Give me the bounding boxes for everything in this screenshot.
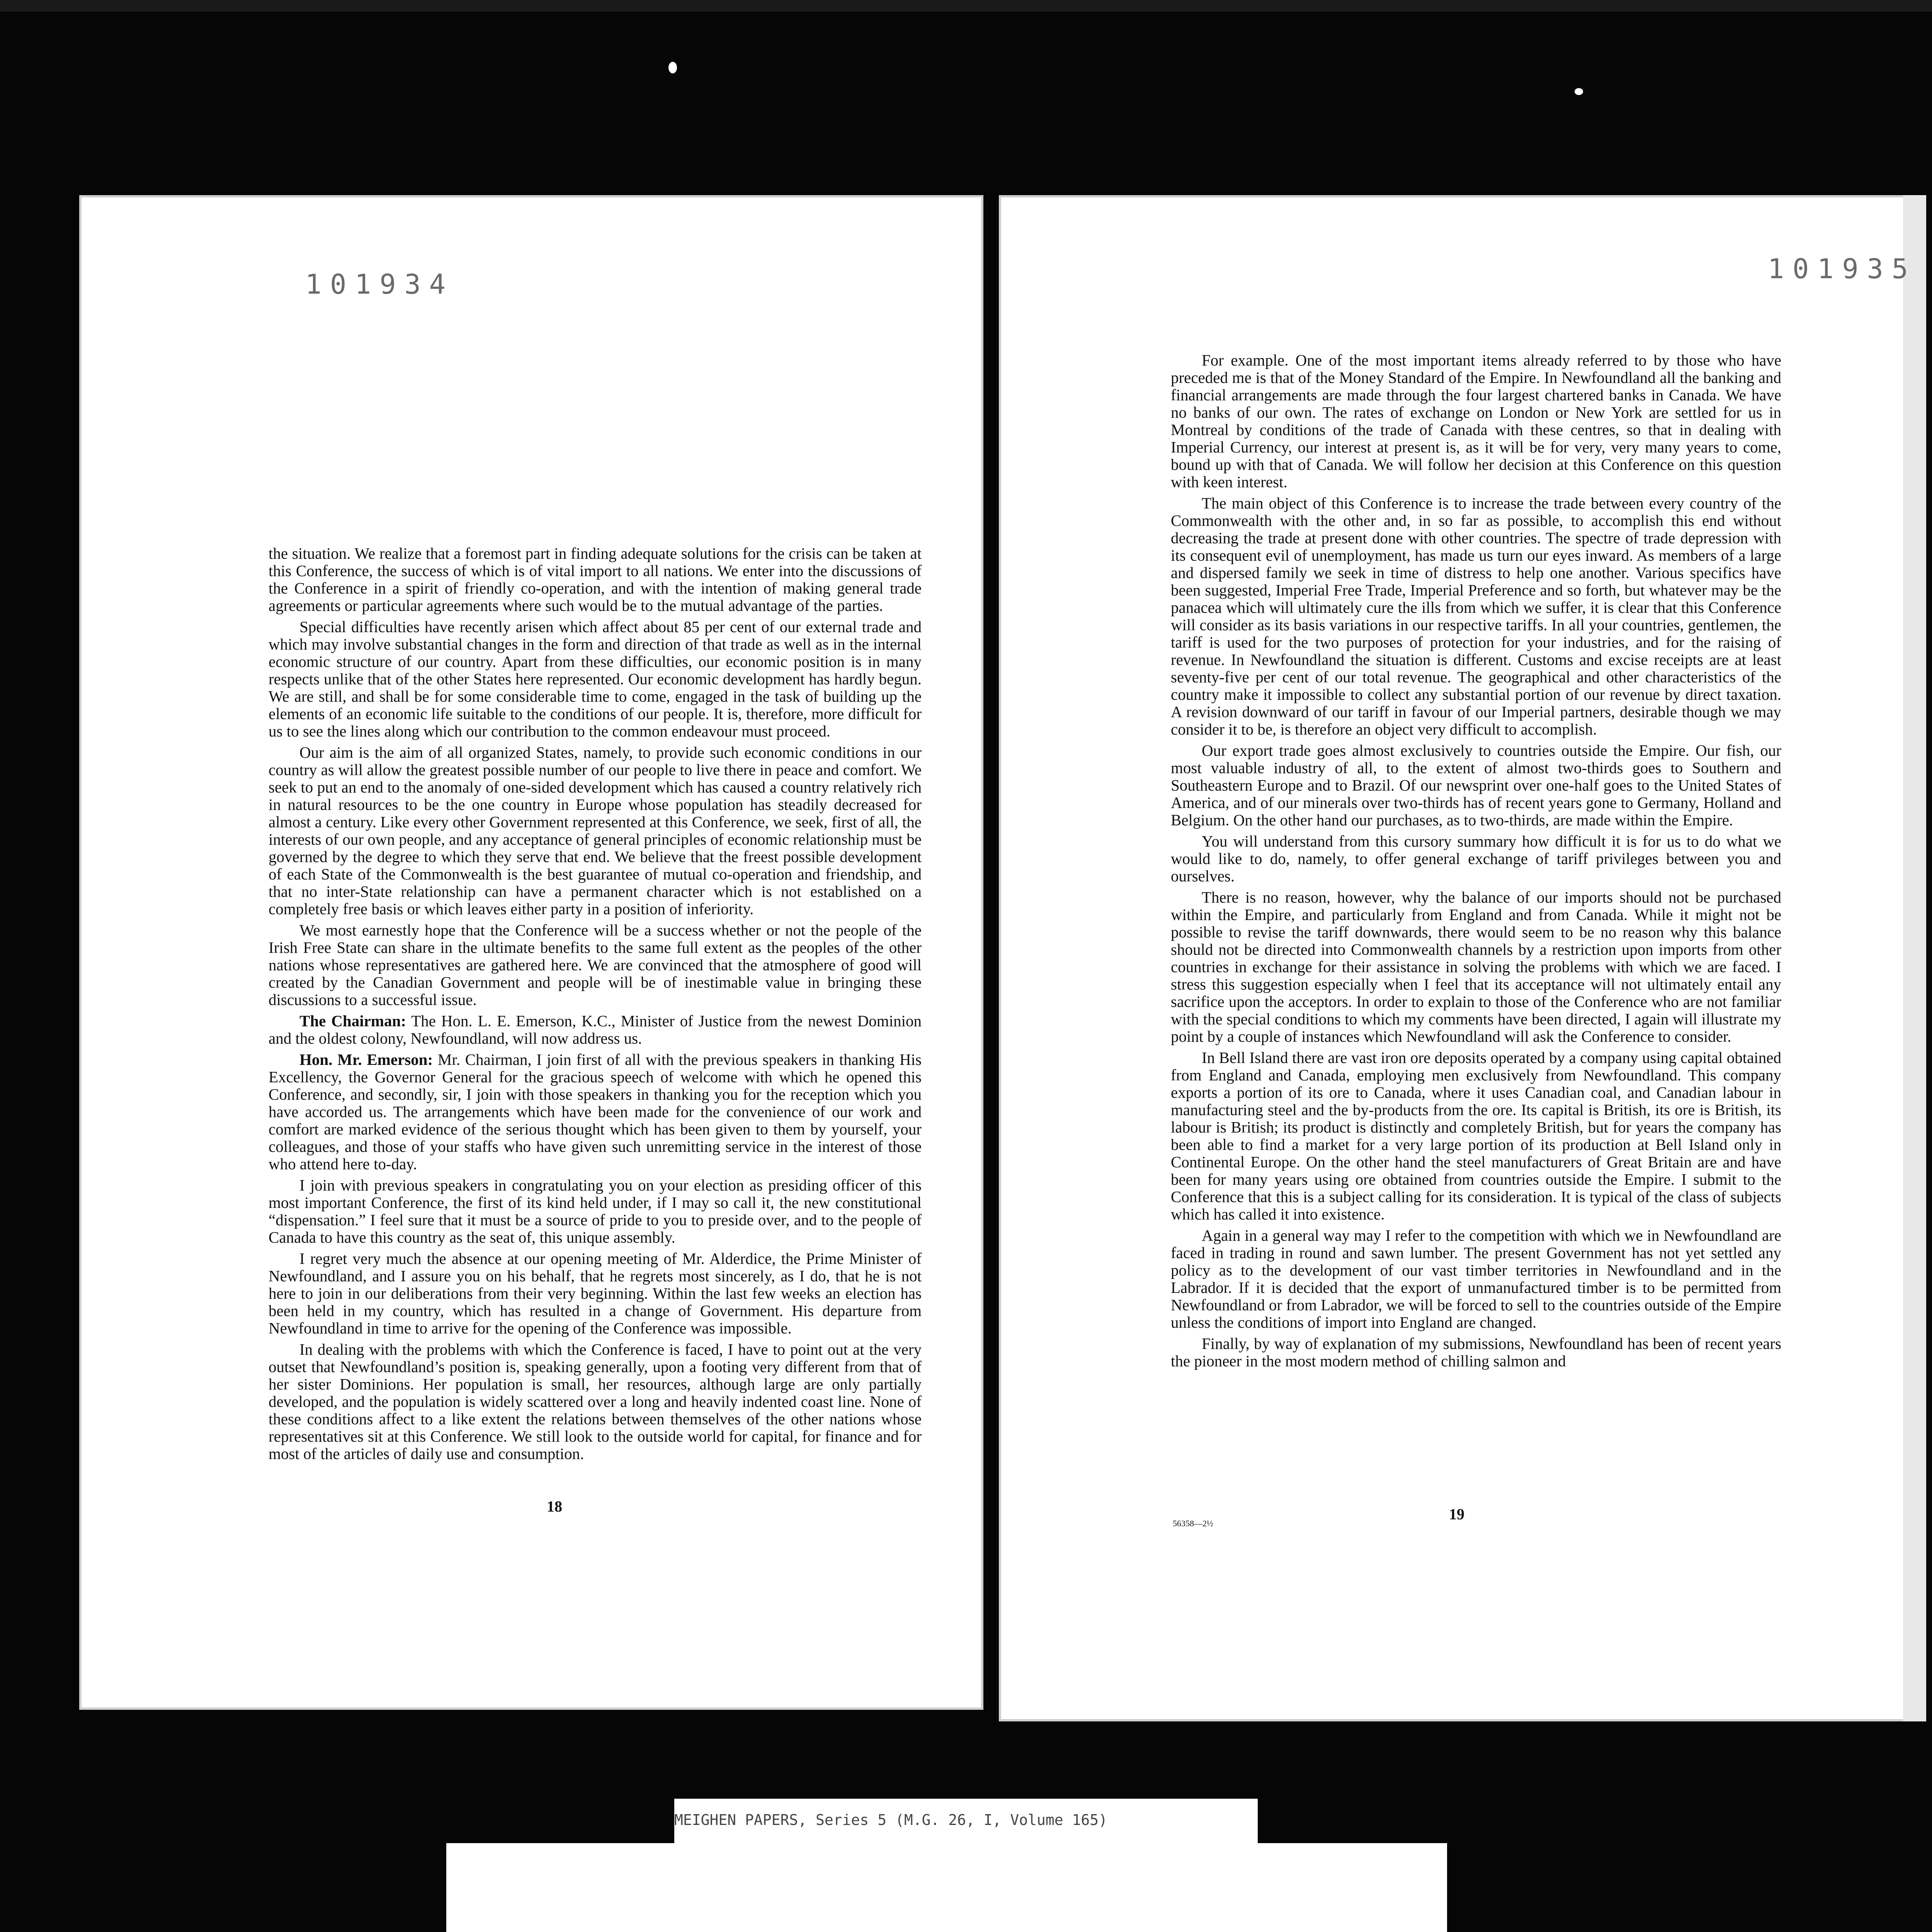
paragraph-text: Our aim is the aim of all organized States, namely, to provide such economic conditions in our country as will allow the greatest possible number of our people to live there in peace and comfort. We seek to put an end to the anomaly of one-sided development which has caused a country relatively rich in natural resources to be the one country in Europe whose population has steadily decreased for almost a century. Like every other Government represented at this Conference, we seek, first of all, the interests of our own people, and any acceptance of general principles of economic relationship must be governed by the degree to which they serve that end. We believe that the freest possible development of each State of the Commonwealth is the best guarantee of mutual co-operation and friendship, and that no inter-State relationship can have a permanent character which is not established on a completely free basis or which leaves either party in a position of inferiority. [269,743,922,918]
page-number: 18 [547,1498,562,1515]
page-edge [1903,195,1926,1721]
document-number: 101935 [1768,253,1917,285]
paragraph [1171,1049,1781,1223]
paragraph [1171,495,1781,738]
page-number: 19 [1449,1505,1464,1523]
paragraph [269,1341,922,1463]
paragraph-text: Special difficulties have recently arisen which affect about 85 per cent of our external trade and which may involve substantial changes in the form and direction of that trade as well as in the internal economic structure of our country. Apart from these difficulties, our economic position is in many respects unlike that of the other States here represented. Our economic development has hardly begun. We are still, and shall be for some considerable time to come, engaged in the task of building up the elements of an economic life suitable to the conditions of our people. It is, therefore, more difficult for us to see the lines along which our contribution to the common endeavour must proceed. [269,618,922,740]
print-code: 56358—2½ [1173,1519,1213,1528]
dust-speck [1575,88,1583,95]
paragraph [269,1250,922,1337]
paragraph [269,545,922,614]
paragraph-text: Mr. Chairman, I join first of all with the previous speakers in thanking His Excellency, the Governor General for the gracious speech of welcome with which he opened this Conference, and secondly, sir, I join with those speakers in thanking you for the reception which you have accorded us. The arrangements which have been made for the convenience of our work and comfort are marked evidence of the serious thought which has been given to them by yourself, your colleagues, and those of your staffs who have given such unremitting service in the interest of those who attend here to-day. [269,1051,922,1173]
right-page [999,195,1926,1721]
paragraph-text: I regret very much the absence at our opening meeting of Mr. Alderdice, the Prime Minister of Newfoundland, and I assure you on his behalf, that he regrets most sincerely, as I do, that he is not here to join in our deliberations from their very beginning. Within the last few weeks an election has been held in my country, which has resulted in a change of Government. His departure from Newfoundland in time to arrive for the opening of the Conference was impossible. [269,1250,922,1337]
paragraph [1171,889,1781,1045]
paragraph [269,922,922,1009]
paragraph [269,618,922,740]
paragraph-text: For example. One of the most important items already referred to by those who have preceded me is that of the Money Standard of the Empire. In Newfoundland all the banking and financial arrangements are made through the four largest chartered banks in Canada. We have no banks of our own. The rates of exchange on London or New York are settled for us in Montreal by conditions of the trade of Canada with these centres, so that in dealing with Imperial Currency, our interest at present is, as it will be for very, very many years to come, bound up with that of Canada. We will follow her decision at this Conference on this question with keen interest. [1171,351,1781,491]
speaker-name: The Chairman: [299,1012,406,1030]
paragraph-text: the situation. We realize that a foremost part in finding adequate solutions for the crisis can be taken at this Conference, the success of which is of vital import to all nations. We enter into the discussions of the Conference in a spirit of friendly co-operation, and with the intention of making general trade agreements or particular agreements where such would be to the mutual advantage of the parties. [269,544,922,614]
paragraph-text: There is no reason, however, why the balance of our imports should not be purchased within the Empire, and particularly from England and from Canada. While it might not be possible to revise the tariff downwards, there would seem to be no reason why this balance should not be directed into Commonwealth channels by a restriction upon imports from other countries in exchange for their assistance in solving the problems with which we are faced. I stress this suggestion especially when I feel that its acceptance will not ultimately entail any sacrifice upon the acceptors. In order to explain to those of the Conference who are not familiar with the special conditions to which my comments have been directed, I again will illustrate my point by a couple of instances which Newfoundland will ask the Conference to consider. [1171,888,1781,1045]
paragraph [1171,1335,1781,1370]
paragraph [269,1177,922,1246]
paragraph [1171,833,1781,885]
paragraph-text: We most earnestly hope that the Conference will be a success whether or not the people of the Irish Free State can share in the ultimate benefits to the same full extent as the peoples of the other nations whose representatives are gathered here. We are convinced that the atmosphere of good will created by the Canadian Government and people will be of inestimable value in bringing these discussions to a successful issue. [269,921,922,1009]
paragraph [269,1051,922,1173]
series-reference: MEIGHEN PAPERS, Series 5 (M.G. 26, I, Volume 165) [674,1811,1108,1828]
paragraph-text: Again in a general way may I refer to the competition with which we in Newfoundland are faced in trading in round and sawn lumber. The present Government has not yet settled any policy as to the development of our vast timber territories in Newfoundland and in the Labrador. If it is decided that the export of unmanufactured timber is to be permitted from Newfoundland or from Labrador, we will be forced to sell to the countries outside of the Empire unless the conditions of import into England are changed. [1171,1226,1781,1331]
left-page-text [269,545,922,1466]
paragraph-text: The Hon. L. E. Emerson, K.C., Minister of Justice from the newest Dominion and the oldest colony, Newfoundland, will now address us. [269,1012,922,1047]
paragraph-text: Finally, by way of explanation of my submissions, Newfoundland has been of recent years the pioneer in the most modern method of chilling salmon and [1171,1335,1781,1370]
left-page [79,195,983,1710]
document-number: 101934 [305,269,454,300]
speaker-name: Hon. Mr. Emerson: [299,1051,433,1068]
paragraph-text: I join with previous speakers in congratulating you on your election as presiding officer of this most important Conference, the first of its kind held under, if I may so call it, the new constitutional “dispensation.” I feel sure that it must be a source of pride to you to preside over, and to the people of Canada to have this country as the seat of, this unique assembly. [269,1176,922,1246]
paragraph [1171,352,1781,491]
paragraph-text: The main object of this Conference is to increase the trade between every country of the Commonwealth with the other and, in so far as possible, to accomplish this end without decreasing the trade at present done with other countries. The spectre of trade depression with its consequent evil of unemployment, has made us turn our eyes inward. As members of a large and dispersed family we seek in time of distress to help one another. Various specifics have been suggested, Imperial Free Trade, Imperial Preference and so forth, but whatever may be the panacea which will ultimately cure the ills from which we suffer, it is clear that this Conference will consider as its basis variations in our respective tariffs. In all your countries, gentlemen, the tariff is used for the two purposes of protection for your industries, and for the raising of revenue. In Newfoundland the situation is different. Customs and excise receipts are at least seventy-five per cent of our total revenue. The geographical and other characteristics of the country make it impossible to collect any substantial portion of our revenue by direct taxation. A revision downward of our tariff in favour of our Imperial partners, desirable though we may consider it to be, is therefore an object very difficult to accomplish. [1171,494,1781,738]
paragraph [1171,742,1781,829]
paragraph [269,1012,922,1047]
dust-speck [668,62,677,73]
archive-label [446,1843,1447,1932]
paragraph [269,744,922,918]
right-page-text [1171,352,1781,1374]
paragraph-text: You will understand from this cursory summary how difficult it is for us to do what we would like to do, namely, to offer general exchange of tariff privileges between you and ourselves. [1171,832,1781,885]
top-film-edge [0,0,1932,12]
paragraph-text: In Bell Island there are vast iron ore deposits operated by a company using capital obtained from England and Canada, employing men exclusively from Newfoundland. This company exports a portion of its ore to Canada, where it uses Canadian coal, and Canadian labour in manufacturing steel and the by-products from the ore. Its capital is British, its ore is British, its labour is British; its product is distinctly and completely British, but for years the company has been able to find a market for a very large portion of its production at Bell Island only in Continental Europe. On the other hand the steel manufacturers of Great Britain are and have been for many years using ore obtained from countries outside the Empire. I submit to the Conference that this is a subject calling for its consideration. It is typical of the class of subjects which has called it into existence. [1171,1049,1781,1223]
paragraph-text: In dealing with the problems with which the Conference is faced, I have to point out at the very outset that Newfoundland’s position is, speaking generally, upon a footing very different from that of her sister Dominions. Her population is small, her resources, although large are only partially developed, and the population is widely scattered over a long and heavily indented coast line. None of these conditions affect to a like extent the relations between themselves of the other nations whose representatives sit at this Conference. We still look to the outside world for capital, for finance and for most of the articles of daily use and consumption. [269,1340,922,1463]
paragraph [1171,1227,1781,1331]
paragraph-text: Our export trade goes almost exclusively to countries outside the Empire. Our fish, our most valuable industry of all, to the extent of almost two-thirds goes to Southern and Southeastern Europe and to Brazil. Of our newsprint over one-half goes to the United States of America, and of our minerals over two-thirds has of recent years gone to Germany, Holland and Belgium. On the other hand our purchases, as to two-thirds, are made within the Empire. [1171,742,1781,829]
